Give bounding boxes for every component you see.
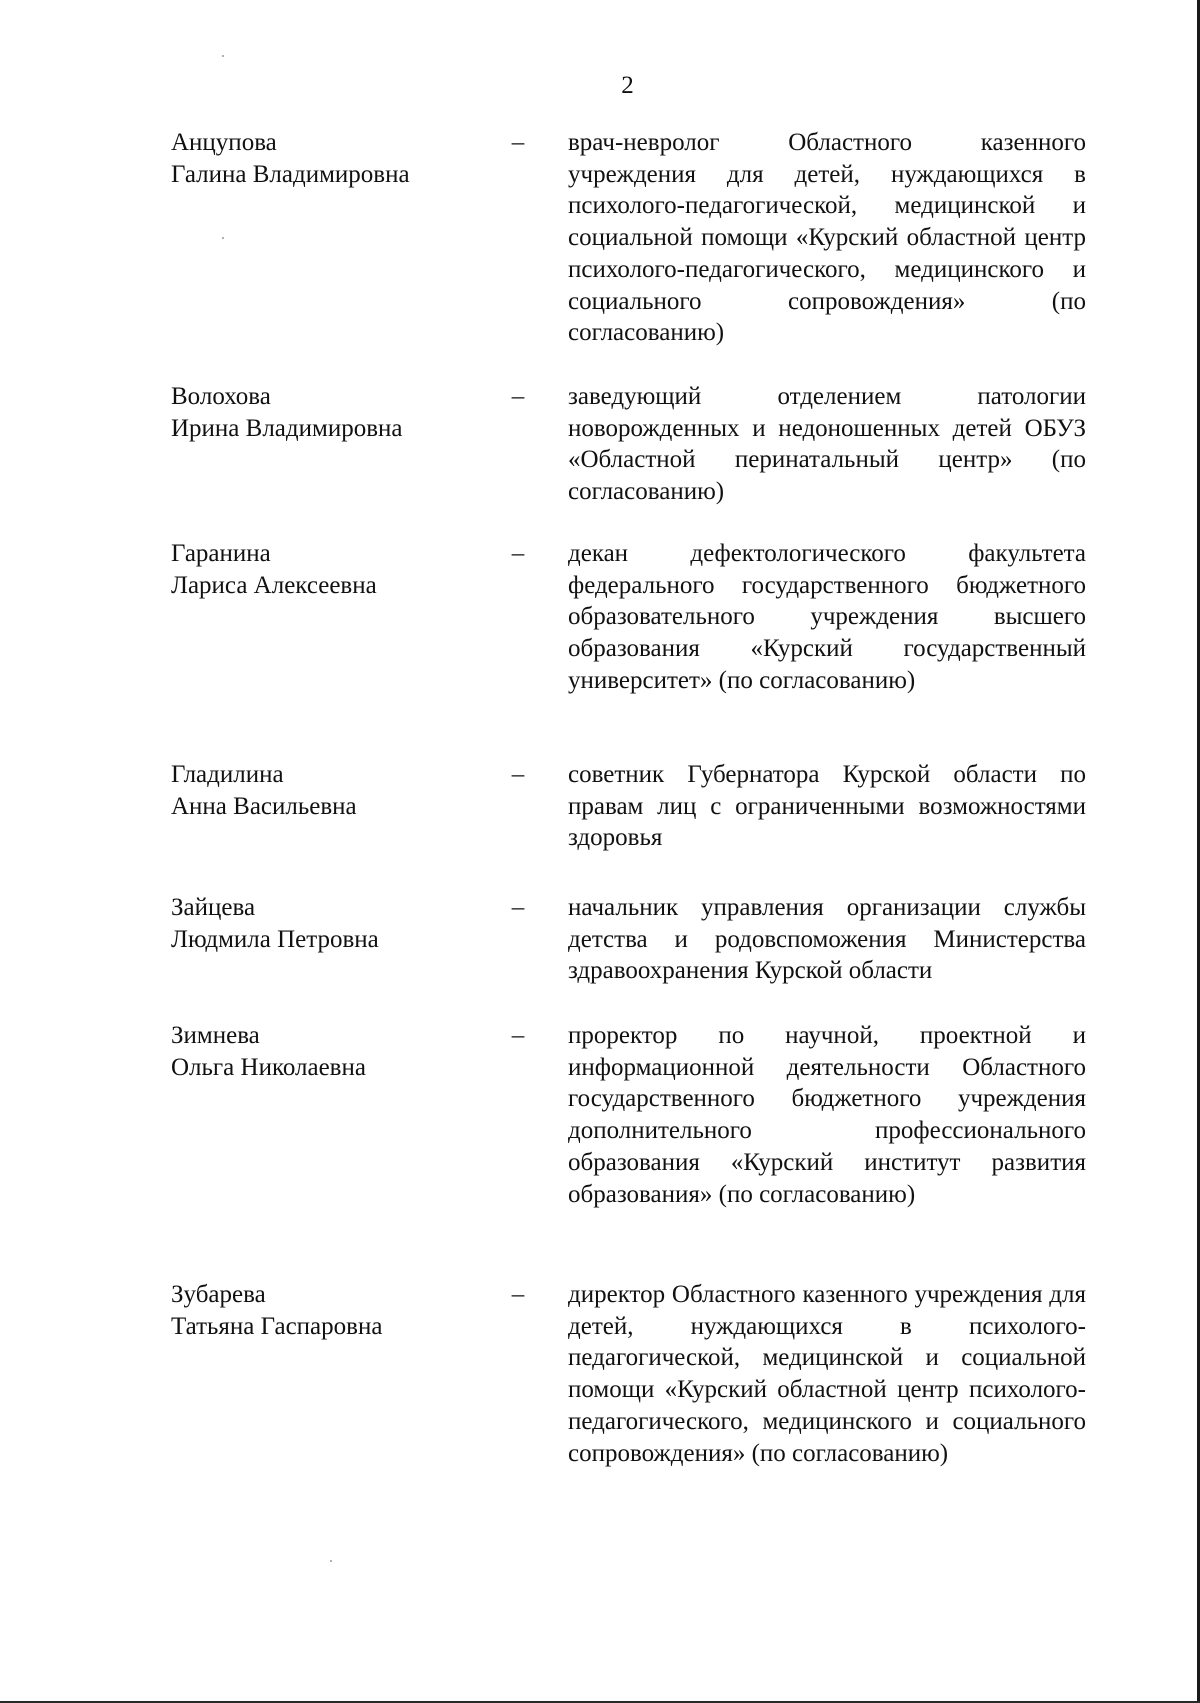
member-given-names: Татьяна Гаспаровна — [171, 1312, 383, 1340]
member-given-names: Людмила Петровна — [171, 925, 379, 953]
member-name — [171, 381, 491, 444]
dash-separator: – — [511, 383, 525, 410]
member-role: декан дефектологического факультета федерального государственного бюджетного образовательного учреждения высшего образования «Курский государственный университет» (по согласованию) — [568, 540, 1086, 694]
member-surname: Анцупова — [171, 129, 277, 156]
member-name — [171, 538, 491, 601]
scan-speck — [330, 1560, 332, 1562]
scan-speck — [222, 237, 224, 239]
member-name — [171, 1279, 491, 1342]
dash-separator: – — [511, 540, 525, 567]
member-given-names: Ирина Владимировна — [171, 414, 403, 442]
scan-speck — [222, 55, 224, 57]
member-given-names: Галина Владимировна — [171, 160, 410, 188]
dash-separator: – — [511, 129, 525, 156]
member-surname: Зимнева — [171, 1022, 260, 1049]
member-surname: Гаранина — [171, 540, 271, 567]
member-given-names: Лариса Алексеевна — [171, 571, 377, 599]
member-name — [171, 1020, 491, 1083]
member-role: заведующий отделением патологии новорожденных и недоношенных детей ОБУЗ «Областной перинатальный центр» (по согласованию) — [568, 383, 1086, 506]
member-surname: Зубарева — [171, 1281, 266, 1308]
member-role: советник Губернатора Курской области по правам лиц с ограниченными возможностями здоровья — [568, 761, 1086, 852]
member-role: начальник управления организации службы детства и родовспоможения Министерства здравоохранения Курской области — [568, 894, 1086, 985]
member-name — [171, 127, 491, 190]
member-given-names: Ольга Николаевна — [171, 1053, 366, 1081]
member-surname: Гладилина — [171, 761, 284, 788]
member-role: врач-невролог Областного казенного учреждения для детей, нуждающихся в психолого-педагогической, медицинской и социальной помощи «Курский областной центр психолого-педагогического, медицинского и социального сопровождения» (по согласованию) — [568, 129, 1086, 347]
dash-separator: – — [511, 761, 525, 788]
member-role: проректор по научной, проектной и информационной деятельности Областного государственного бюджетного учреждения дополнительного профессионального образования «Курский институт развития образования» (по согласованию) — [568, 1022, 1086, 1208]
dash-separator: – — [511, 1022, 525, 1049]
member-surname: Зайцева — [171, 894, 256, 921]
dash-separator: – — [511, 1281, 525, 1308]
member-role: директор Областного казенного учреждения для детей, нуждающихся в психолого-педагогической, медицинской и социальной помощи «Курский областной центр психолого-педагогического, медицинского и социального сопровождения» (по согласованию) — [568, 1281, 1086, 1467]
page-number: 2 — [621, 72, 634, 99]
member-surname: Волохова — [171, 383, 271, 410]
dash-separator: – — [511, 894, 525, 921]
member-given-names: Анна Васильевна — [171, 792, 357, 820]
member-name — [171, 759, 491, 822]
member-name — [171, 892, 491, 955]
